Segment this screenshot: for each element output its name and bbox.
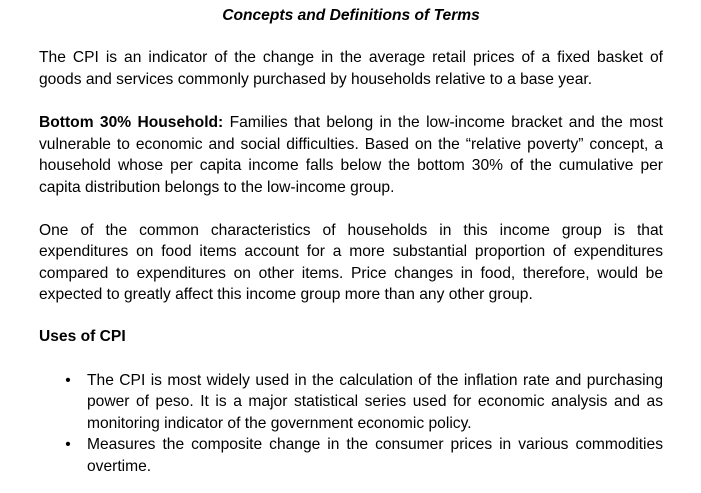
list-item [39, 434, 663, 477]
uses-heading: Uses of CPI [39, 327, 126, 345]
characteristics-paragraph: One of the common characteristics of households in this income group is that expenditures on food items account for a more substantial proportion of expenditures compared to expenditures on other items. Price changes in food, therefore, would be expected to greatly affect this income group more than any other group. [39, 221, 663, 304]
bottom30-term: Bottom 30% Household: [39, 114, 224, 132]
uses-list [39, 370, 663, 478]
list-item [39, 370, 663, 435]
list-item-text: Measures the composite change in the consumer prices in various commodities overtime. [87, 436, 663, 475]
cpi-definition-paragraph: The CPI is an indicator of the change in the average retail prices of a fixed basket of goods and services commonly purchased by households relative to a base year. [39, 49, 663, 88]
bullet-icon: • [65, 371, 71, 389]
page-title: Concepts and Definitions of Terms [222, 7, 480, 24]
bullet-icon: • [65, 436, 71, 454]
bottom30-definition: Families that belong in the low-income bracket and the most vulnerable to economic and social difficulties. Based on the “relative poverty” concept, a household whose per capita income falls below the bottom 30% of the cumulative per capita distribution belongs to the low-income group. [39, 114, 663, 196]
document-page [39, 0, 663, 478]
list-item-text: The CPI is most widely used in the calculation of the inflation rate and purchasing power of peso. It is a major statistical series used for economic analysis and as monitoring indicator of the government economic policy. [87, 371, 663, 432]
bottom30-definition-paragraph [39, 112, 663, 198]
